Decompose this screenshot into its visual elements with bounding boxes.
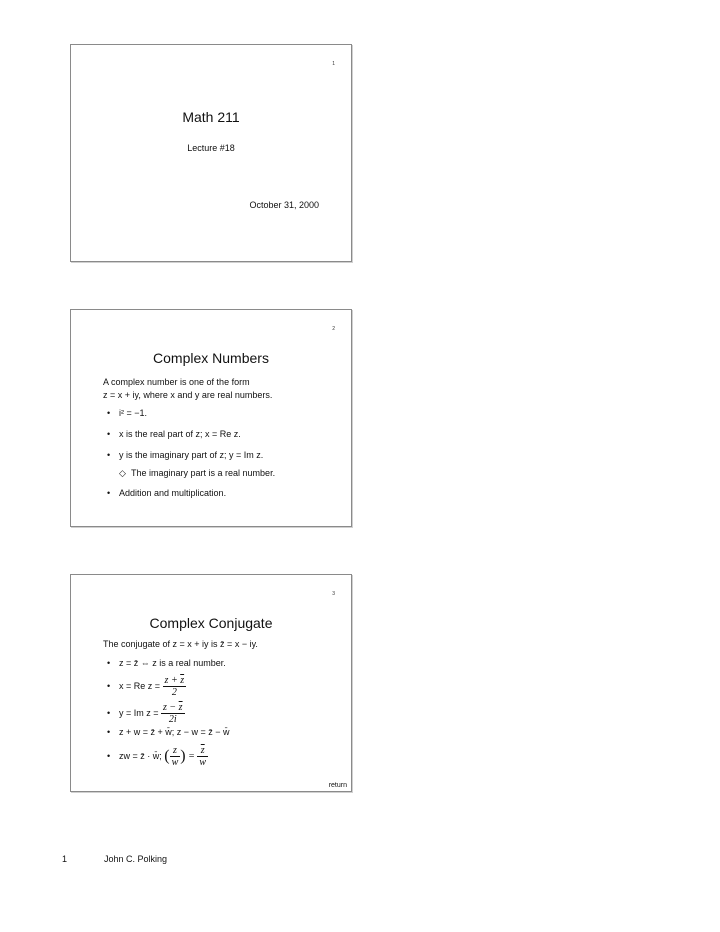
- fraction: $\frac{z + \overline{z}}{2}$: [164, 675, 185, 698]
- footer-page-number: 1: [62, 854, 68, 864]
- footer-author: John C. Polking: [104, 854, 168, 864]
- list-item: • z + w = z̄ + w̄; z − w = z̄ − w̄: [107, 727, 230, 737]
- slide-2: [70, 309, 352, 527]
- intro-line-2: z = x + iy, where x and y are real numbers.: [103, 390, 273, 400]
- list-item: • z = z̄ ⇔ z is a real number.: [107, 658, 226, 668]
- slide-title: Complex Conjugate: [149, 615, 273, 631]
- slide-page-number: 3: [332, 591, 335, 597]
- slide-3: [70, 574, 352, 792]
- list-item: • y is the imaginary part of z; y = Im z.: [107, 450, 264, 460]
- list-item: • y = Im z = $\frac{z - \overline{z}}{2i}$: [107, 702, 183, 725]
- list-item: • x = Re z = $\frac{z + \overline{z}}{2}$: [107, 675, 185, 698]
- return-link[interactable]: return: [328, 782, 347, 789]
- list-item: • x is the real part of z; x = Re z.: [107, 429, 241, 439]
- slide-title: Math 211: [182, 109, 240, 125]
- slide-page-number: 1: [332, 61, 335, 67]
- fraction: $\frac{z - \overline{z}}{2i}$: [163, 702, 183, 725]
- lecture-number: Lecture #18: [187, 143, 235, 153]
- slide-page-number: 2: [332, 326, 335, 332]
- lecture-date: October 31, 2000: [249, 200, 319, 210]
- sub-list-item: ◇ The imaginary part is a real number.: [119, 468, 276, 478]
- list-item: • zw = z̄ · w̄; ( $\frac{z}{w}$ ) = $\frac{\overline{z}}{w}$: [107, 745, 207, 768]
- conjugate-definition: The conjugate of z = x + iy is z̄ = x − iy.: [103, 639, 258, 649]
- list-item: • Addition and multiplication.: [107, 488, 227, 498]
- slide-title: Complex Numbers: [153, 350, 269, 366]
- intro-line-1: A complex number is one of the form: [103, 377, 250, 387]
- list-item: • i² = −1.: [107, 408, 148, 418]
- slide-1: [70, 44, 352, 262]
